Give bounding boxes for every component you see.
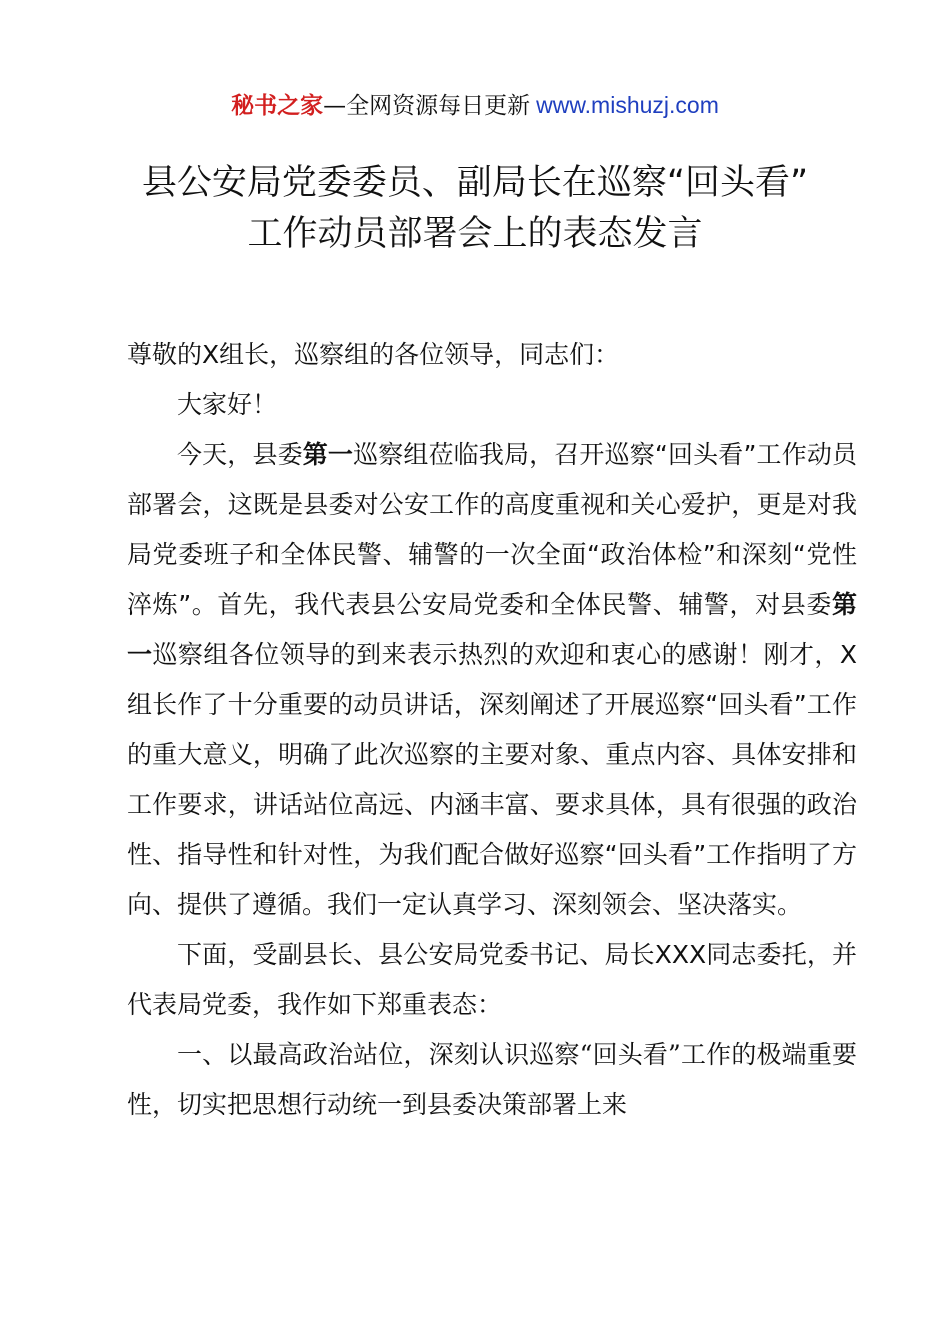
brand-name: 秘书之家	[231, 93, 324, 119]
paragraph-1	[127, 430, 857, 930]
section-heading-1: 一、以最高政治站位，深刻认识巡察“回头看”工作的极端重要性，切实把思想行动统一到县委决策部署上来	[127, 1040, 857, 1119]
paragraph-1-bold-b: 第一	[127, 590, 857, 669]
greeting: 大家好！	[177, 390, 278, 419]
site-tagline: —全网资源每日更新	[323, 93, 531, 119]
document-body	[127, 330, 857, 1130]
title-line-1: 县公安局党委委员、副局长在巡察“回头看”	[141, 163, 809, 203]
paragraph-2: 下面，受副县长、县公安局党委书记、局长XXX同志委托，并代表局党委，我作如下郑重表态：	[127, 940, 857, 1019]
site-url-link[interactable]: www.mishuzj.com	[536, 92, 719, 118]
paragraph-1-text-a: 今天，县委	[177, 440, 303, 469]
paragraph-1-text-b: 巡察组莅临我局，召开巡察“回头看”工作动员部署会，这既是县委对公安工作的高度重视和关心爱护，更是对我局党委班子和全体民警、辅警的一次全面“政治体检”和深刻“党性淬炼”。首先，我代表县公安局党委和全体民警、辅警，对县委	[127, 440, 857, 619]
paragraph-1-bold-a: 第一	[302, 440, 354, 469]
title-line-2: 工作动员部署会上的表态发言	[247, 214, 703, 254]
site-header	[0, 90, 950, 121]
document-title	[80, 158, 870, 260]
paragraph-1-text-c: 巡察组各位领导的到来表示热烈的欢迎和衷心的感谢！刚才，X组长作了十分重要的动员讲话，深刻阐述了开展巡察“回头看”工作的重大意义，明确了此次巡察的主要对象、重点内容、具体安排和工作要求，讲话站位高远、内涵丰富、要求具体，具有很强的政治性、指导性和针对性，为我们配合做好巡察“回头看”工作指明了方向、提供了遵循。我们一定认真学习、深刻领会、坚决落实。	[127, 640, 857, 919]
salutation: 尊敬的X组长，巡察组的各位领导，同志们：	[127, 340, 620, 369]
